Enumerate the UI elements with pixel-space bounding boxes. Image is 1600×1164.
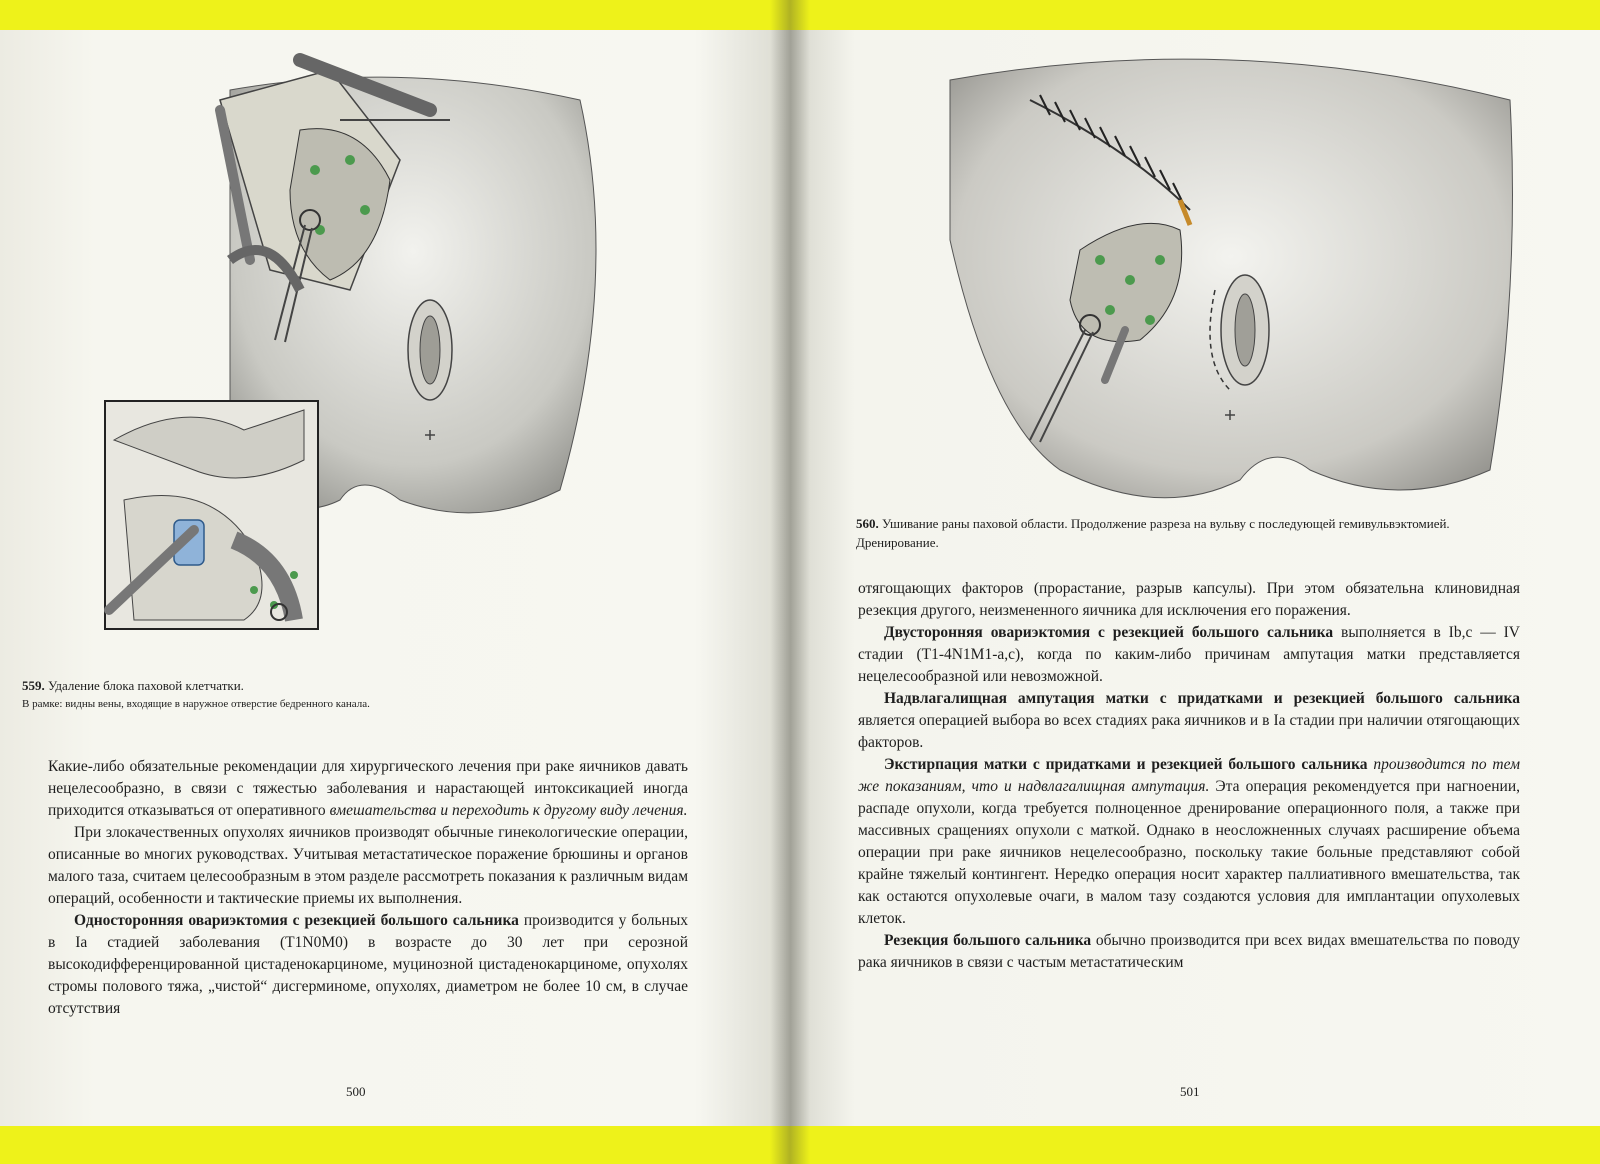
text-run: Какие-либо обязательные рекомендации для хирургического лечения при раке яичников давать нецелесообразно, в связи с тяжестью заболевания и нарастающей интоксикацией иногда приходится отказываться от оперативного: [48, 758, 688, 819]
figure-559-number: 559.: [22, 678, 45, 693]
bold-heading-run: Резекция большого сальника: [884, 932, 1092, 949]
right-body-text: [858, 578, 1520, 974]
right-page-paragraph: [858, 754, 1520, 930]
text-run: выполняется в Ib,c — IV стадии (T1-4N1M1-a,c), когда по каким-либо причинам ампутация матки представляется нецелесообразной или невозможной.: [858, 624, 1520, 685]
left-body-text: [48, 756, 688, 1020]
right-page-paragraph: [858, 930, 1520, 974]
figure-559-caption: [22, 676, 542, 695]
page-number-500: 500: [346, 1084, 366, 1099]
figure-560-number: 560.: [856, 516, 879, 531]
left-page-paragraph: [48, 756, 688, 822]
left-page: [0, 30, 790, 1126]
bold-heading-run: Экстирпация матки с придатками и резекцией большого сальника: [884, 756, 1368, 773]
left-page-paragraph: [48, 910, 688, 1020]
right-page: [790, 30, 1600, 1126]
text-run: При злокачественных опухолях яичников производят обычные гинекологические операции, описанные во многих руководствах. Учитывая метастатическое поражение брюшины и органов малого таза, считаем целесообразным в этом разделе рассмотреть показания к различным видам операций, особенности и тактические приемы их выполнения.: [48, 824, 688, 907]
figure-559-inset-note: В рамке: видны вены, входящие в наружное отверстие бедренного канала.: [22, 698, 370, 710]
text-run: производится у больных в Ia стадией заболевания (T1N0M0) в возрасте до 30 лет при серозной высокодифференцированной цистаденокарциноме, муцинозной цистаденокарциноме, опухолях стромы полового тяжа, „чистой“ дисгерминоме, опухолях, диаметром не более 10 см, в случае отсутствия: [48, 912, 688, 1017]
left-page-paragraph: [48, 822, 688, 910]
text-run: отягощающих факторов (прорастание, разрыв капсулы). При этом обязательна клиновидная резекция другого, неизмененного яичника для исключения его поражения.: [858, 580, 1520, 619]
figure-560-title: Ушивание раны паховой области. Продолжение разреза на вульву с последующей гемивульвэктомией. Дренирование.: [856, 516, 1450, 550]
book-gutter: [770, 0, 810, 1164]
page-number-501: 501: [1180, 1084, 1200, 1099]
figure-559-inset: [104, 400, 319, 630]
right-page-paragraph: [858, 688, 1520, 754]
bold-heading-run: Надвлагалищная ампутация матки с придатками и резекцией большого сальника: [884, 690, 1520, 707]
figure-559-title: Удаление блока паховой клетчатки.: [48, 678, 244, 693]
figure-560-illustration: [930, 40, 1520, 510]
right-page-paragraph: [858, 622, 1520, 688]
text-run: является операцией выбора во всех стадиях рака яичников и в Ia стадии при наличии отягощающих факторов.: [858, 712, 1520, 751]
right-page-paragraph: [858, 578, 1520, 622]
text-run: Эта операция рекомендуется при нагноении, распаде опухоли, когда требуется полноценное дренирование операционного поля, а также при массивных сращениях опухоли с маткой. Однако в неосложненных случаях расширение объема операции при раке яичников нецелесообразно, поскольку такие больные представляют собой крайне тяжелый контингент. Нередко операция носит характер паллиативного вмешательства, так как остаются опухолевые очаги, в малом тазу создаются условия для имплантации опухолевых клеток.: [858, 778, 1520, 927]
figure-560-caption: [856, 514, 1526, 552]
italic-run: вмешательства и переходить к другому виду лечения.: [329, 802, 688, 819]
italic-run: производится по тем же показаниям, что и надвлагалищная ампутация.: [858, 756, 1520, 795]
text-run: обычно производится при всех видах вмешательства по поводу рака яичников в связи с частым метастатическим: [858, 932, 1520, 971]
bold-heading-run: Односторонняя овариэктомия с резекцией большого сальника: [74, 912, 519, 929]
bold-heading-run: Двусторонняя овариэктомия с резекцией большого сальника: [884, 624, 1334, 641]
